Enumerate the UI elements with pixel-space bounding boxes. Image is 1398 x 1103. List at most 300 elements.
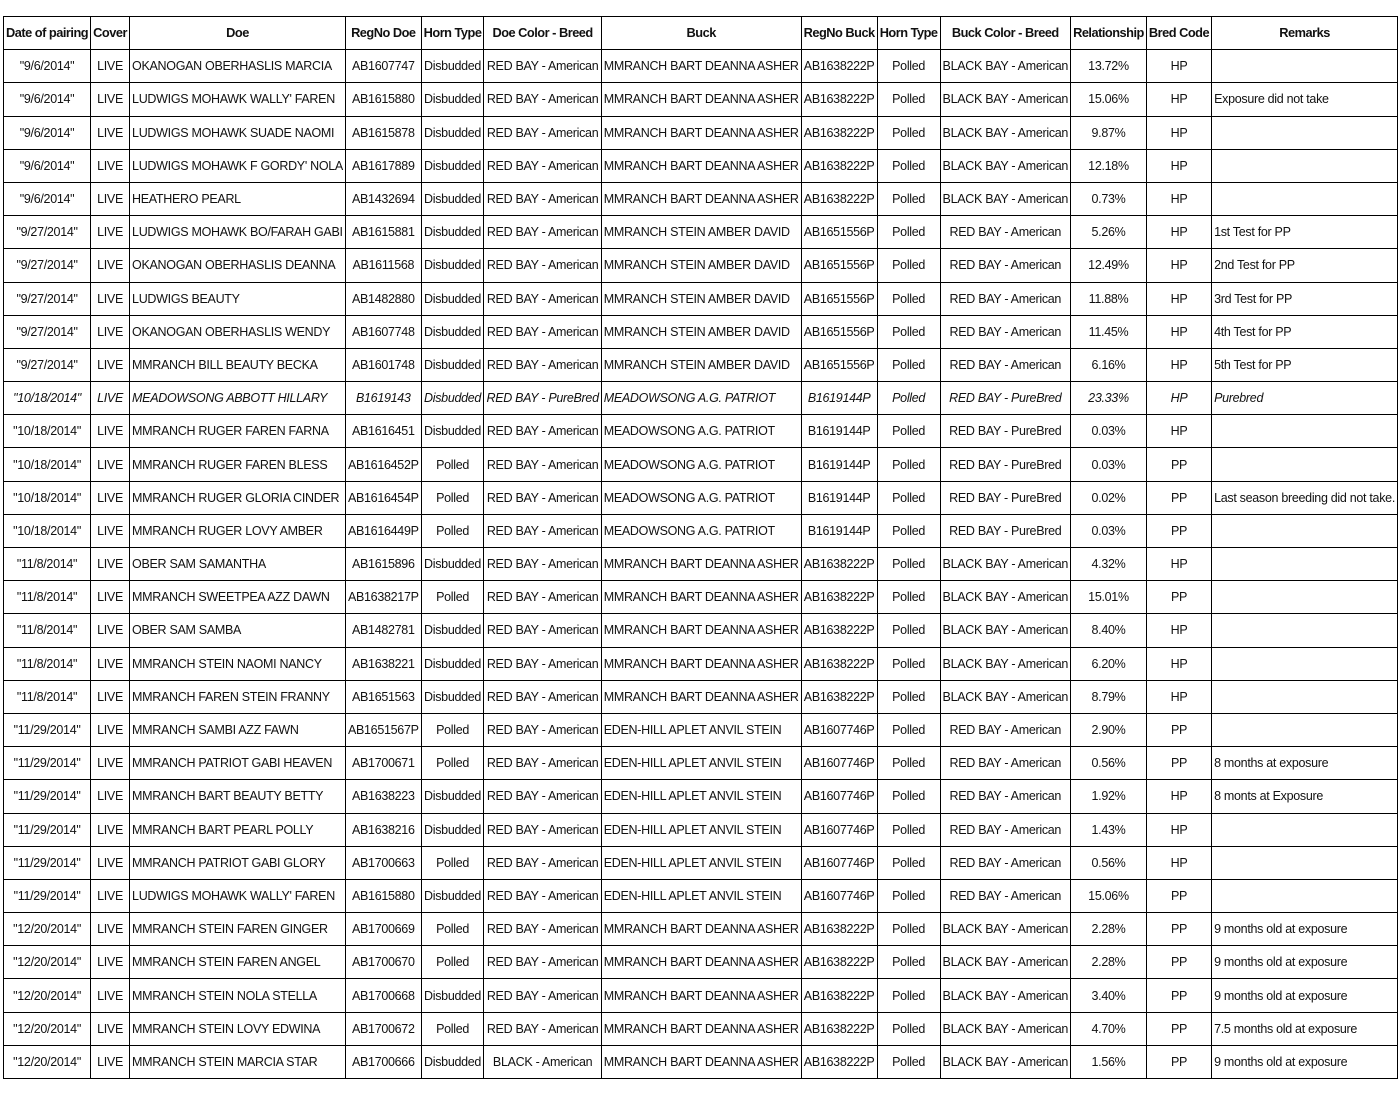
cell-buck-horn: Polled xyxy=(877,1012,940,1045)
cell-doe-color: RED BAY - American xyxy=(484,514,601,547)
cell-date: "9/27/2014" xyxy=(4,249,91,282)
cell-bred-code: HP xyxy=(1146,780,1211,813)
cell-buck-color: RED BAY - American xyxy=(940,249,1071,282)
table-row xyxy=(4,813,1398,846)
cell-cover: LIVE xyxy=(91,149,130,182)
table-row xyxy=(4,315,1398,348)
cell-buck: MMRANCH BART DEANNA ASHER xyxy=(601,548,801,581)
cell-doe-horn: Disbudded xyxy=(421,548,484,581)
cell-buck: MMRANCH BART DEANNA ASHER xyxy=(601,50,801,83)
cell-buck: MMRANCH STEIN AMBER DAVID xyxy=(601,249,801,282)
cell-doe-color: RED BAY - American xyxy=(484,813,601,846)
cell-relationship: 8.79% xyxy=(1071,680,1147,713)
cell-buck-color: BLACK BAY - American xyxy=(940,680,1071,713)
cell-doe-horn: Disbudded xyxy=(421,680,484,713)
cell-bred-code: PP xyxy=(1146,713,1211,746)
cell-date: "11/8/2014" xyxy=(4,548,91,581)
cell-doe-horn: Polled xyxy=(421,747,484,780)
cell-bred-code: HP xyxy=(1146,216,1211,249)
header-doe: Doe xyxy=(130,17,346,50)
cell-bred-code: HP xyxy=(1146,182,1211,215)
cell-buck-horn: Polled xyxy=(877,813,940,846)
cell-cover: LIVE xyxy=(91,249,130,282)
cell-bred-code: PP xyxy=(1146,448,1211,481)
cell-doe: LUDWIGS MOHAWK WALLY' FAREN xyxy=(130,879,346,912)
cell-buck-color: BLACK BAY - American xyxy=(940,83,1071,116)
cell-remarks: 9 months old at exposure xyxy=(1212,946,1398,979)
cell-regno-doe: AB1651563 xyxy=(345,680,421,713)
cell-doe-horn: Disbudded xyxy=(421,614,484,647)
header-regno-doe: RegNo Doe xyxy=(345,17,421,50)
cell-regno-doe: AB1615881 xyxy=(345,216,421,249)
cell-doe-color: RED BAY - American xyxy=(484,448,601,481)
cell-regno-doe: AB1617889 xyxy=(345,149,421,182)
cell-doe-color: RED BAY - American xyxy=(484,548,601,581)
cell-bred-code: HP xyxy=(1146,149,1211,182)
cell-relationship: 0.56% xyxy=(1071,747,1147,780)
cell-doe: OKANOGAN OBERHASLIS WENDY xyxy=(130,315,346,348)
cell-buck-horn: Polled xyxy=(877,680,940,713)
cell-buck-horn: Polled xyxy=(877,448,940,481)
cell-regno-doe: AB1700671 xyxy=(345,747,421,780)
cell-doe-color: RED BAY - American xyxy=(484,481,601,514)
cell-date: "9/6/2014" xyxy=(4,50,91,83)
cell-relationship: 9.87% xyxy=(1071,116,1147,149)
cell-date: "11/29/2014" xyxy=(4,713,91,746)
table-row xyxy=(4,913,1398,946)
cell-regno-doe: AB1616452P xyxy=(345,448,421,481)
cell-remarks: 9 months old at exposure xyxy=(1212,913,1398,946)
cell-regno-doe: AB1616454P xyxy=(345,481,421,514)
table-row xyxy=(4,216,1398,249)
cell-remarks xyxy=(1212,415,1398,448)
cell-buck-horn: Polled xyxy=(877,979,940,1012)
header-doe-color: Doe Color - Breed xyxy=(484,17,601,50)
cell-relationship: 15.01% xyxy=(1071,581,1147,614)
cell-buck: MMRANCH BART DEANNA ASHER xyxy=(601,680,801,713)
cell-doe: LUDWIGS MOHAWK WALLY' FAREN xyxy=(130,83,346,116)
cell-doe: MMRANCH FAREN STEIN FRANNY xyxy=(130,680,346,713)
cell-buck-color: BLACK BAY - American xyxy=(940,913,1071,946)
cell-buck-horn: Polled xyxy=(877,83,940,116)
cell-doe-horn: Disbudded xyxy=(421,249,484,282)
cell-relationship: 15.06% xyxy=(1071,83,1147,116)
cell-bred-code: HP xyxy=(1146,647,1211,680)
cell-doe-color: RED BAY - American xyxy=(484,614,601,647)
breeding-table xyxy=(3,16,1398,1079)
cell-bred-code: PP xyxy=(1146,1045,1211,1078)
cell-doe: OBER SAM SAMBA xyxy=(130,614,346,647)
cell-regno-buck: AB1638222P xyxy=(801,149,877,182)
header-relationship: Relationship xyxy=(1071,17,1147,50)
cell-buck-horn: Polled xyxy=(877,946,940,979)
cell-doe-horn: Disbudded xyxy=(421,813,484,846)
cell-regno-doe: AB1615878 xyxy=(345,116,421,149)
cell-buck-color: RED BAY - PureBred xyxy=(940,415,1071,448)
table-row xyxy=(4,846,1398,879)
cell-regno-doe: AB1638221 xyxy=(345,647,421,680)
cell-doe-horn: Disbudded xyxy=(421,83,484,116)
cell-doe-horn: Polled xyxy=(421,1012,484,1045)
cell-date: "12/20/2014" xyxy=(4,979,91,1012)
cell-doe-horn: Polled xyxy=(421,946,484,979)
cell-cover: LIVE xyxy=(91,713,130,746)
cell-buck-horn: Polled xyxy=(877,581,940,614)
cell-doe-color: RED BAY - American xyxy=(484,415,601,448)
cell-bred-code: HP xyxy=(1146,315,1211,348)
cell-regno-buck: AB1607746P xyxy=(801,879,877,912)
header-bred-code: Bred Code xyxy=(1146,17,1211,50)
cell-regno-doe: AB1615880 xyxy=(345,879,421,912)
cell-remarks: 9 months old at exposure xyxy=(1212,1045,1398,1078)
cell-doe: OKANOGAN OBERHASLIS MARCIA xyxy=(130,50,346,83)
cell-regno-doe: AB1607747 xyxy=(345,50,421,83)
cell-cover: LIVE xyxy=(91,481,130,514)
cell-doe-horn: Disbudded xyxy=(421,979,484,1012)
cell-regno-doe: AB1700669 xyxy=(345,913,421,946)
cell-doe-color: RED BAY - American xyxy=(484,1012,601,1045)
cell-cover: LIVE xyxy=(91,50,130,83)
table-row xyxy=(4,548,1398,581)
cell-date: "11/8/2014" xyxy=(4,581,91,614)
cell-doe: LUDWIGS MOHAWK BO/FARAH GABI xyxy=(130,216,346,249)
cell-buck-horn: Polled xyxy=(877,1045,940,1078)
table-row xyxy=(4,514,1398,547)
cell-bred-code: PP xyxy=(1146,879,1211,912)
cell-bred-code: PP xyxy=(1146,581,1211,614)
cell-cover: LIVE xyxy=(91,182,130,215)
cell-regno-buck: AB1607746P xyxy=(801,747,877,780)
cell-buck-horn: Polled xyxy=(877,182,940,215)
cell-buck-horn: Polled xyxy=(877,415,940,448)
cell-regno-buck: AB1651556P xyxy=(801,282,877,315)
cell-regno-buck: AB1638222P xyxy=(801,1045,877,1078)
cell-buck-horn: Polled xyxy=(877,548,940,581)
cell-doe: HEATHERO PEARL xyxy=(130,182,346,215)
cell-regno-buck: AB1638222P xyxy=(801,680,877,713)
cell-relationship: 0.03% xyxy=(1071,415,1147,448)
cell-date: "9/6/2014" xyxy=(4,116,91,149)
cell-date: "9/27/2014" xyxy=(4,348,91,381)
cell-bred-code: HP xyxy=(1146,50,1211,83)
cell-regno-buck: AB1638222P xyxy=(801,116,877,149)
cell-regno-doe: AB1700668 xyxy=(345,979,421,1012)
cell-relationship: 1.92% xyxy=(1071,780,1147,813)
cell-remarks xyxy=(1212,614,1398,647)
table-row xyxy=(4,348,1398,381)
cell-buck-horn: Polled xyxy=(877,846,940,879)
cell-doe: MMRANCH STEIN MARCIA STAR xyxy=(130,1045,346,1078)
cell-doe: LUDWIGS MOHAWK SUADE NAOMI xyxy=(130,116,346,149)
cell-doe-color: RED BAY - American xyxy=(484,216,601,249)
cell-date: "11/8/2014" xyxy=(4,647,91,680)
cell-buck-color: RED BAY - PureBred xyxy=(940,514,1071,547)
cell-relationship: 12.18% xyxy=(1071,149,1147,182)
cell-buck: MMRANCH STEIN AMBER DAVID xyxy=(601,348,801,381)
cell-buck-color: RED BAY - American xyxy=(940,879,1071,912)
cell-date: "11/29/2014" xyxy=(4,846,91,879)
cell-doe-horn: Disbudded xyxy=(421,382,484,415)
cell-cover: LIVE xyxy=(91,116,130,149)
cell-cover: LIVE xyxy=(91,913,130,946)
cell-remarks xyxy=(1212,713,1398,746)
cell-doe-color: RED BAY - American xyxy=(484,680,601,713)
cell-buck-horn: Polled xyxy=(877,216,940,249)
cell-buck-horn: Polled xyxy=(877,282,940,315)
cell-doe: MEADOWSONG ABBOTT HILLARY xyxy=(130,382,346,415)
cell-doe-color: RED BAY - American xyxy=(484,913,601,946)
cell-date: "11/29/2014" xyxy=(4,780,91,813)
cell-regno-buck: AB1651556P xyxy=(801,249,877,282)
cell-doe-color: RED BAY - American xyxy=(484,50,601,83)
header-cover: Cover xyxy=(91,17,130,50)
table-row xyxy=(4,647,1398,680)
table-row xyxy=(4,1012,1398,1045)
cell-buck: MMRANCH BART DEANNA ASHER xyxy=(601,83,801,116)
cell-doe-horn: Disbudded xyxy=(421,879,484,912)
cell-relationship: 4.32% xyxy=(1071,548,1147,581)
cell-doe-horn: Polled xyxy=(421,713,484,746)
cell-doe-color: RED BAY - American xyxy=(484,149,601,182)
cell-buck-horn: Polled xyxy=(877,348,940,381)
cell-buck: MMRANCH BART DEANNA ASHER xyxy=(601,647,801,680)
cell-relationship: 6.16% xyxy=(1071,348,1147,381)
cell-buck: MMRANCH BART DEANNA ASHER xyxy=(601,614,801,647)
table-row xyxy=(4,415,1398,448)
cell-bred-code: PP xyxy=(1146,747,1211,780)
cell-buck-color: RED BAY - American xyxy=(940,348,1071,381)
cell-bred-code: PP xyxy=(1146,913,1211,946)
cell-regno-buck: AB1638222P xyxy=(801,1012,877,1045)
cell-buck: MMRANCH BART DEANNA ASHER xyxy=(601,116,801,149)
cell-regno-doe: AB1482880 xyxy=(345,282,421,315)
cell-buck: MMRANCH STEIN AMBER DAVID xyxy=(601,216,801,249)
cell-doe-horn: Polled xyxy=(421,481,484,514)
cell-buck: EDEN-HILL APLET ANVIL STEIN xyxy=(601,879,801,912)
cell-cover: LIVE xyxy=(91,780,130,813)
cell-buck-color: RED BAY - PureBred xyxy=(940,382,1071,415)
cell-relationship: 0.03% xyxy=(1071,448,1147,481)
cell-relationship: 0.56% xyxy=(1071,846,1147,879)
cell-buck-color: BLACK BAY - American xyxy=(940,946,1071,979)
cell-regno-doe: AB1616449P xyxy=(345,514,421,547)
cell-buck: MEADOWSONG A.G. PATRIOT xyxy=(601,481,801,514)
cell-buck-horn: Polled xyxy=(877,647,940,680)
cell-doe: OKANOGAN OBERHASLIS DEANNA xyxy=(130,249,346,282)
cell-bred-code: HP xyxy=(1146,116,1211,149)
cell-relationship: 12.49% xyxy=(1071,249,1147,282)
cell-doe: MMRANCH RUGER GLORIA CINDER xyxy=(130,481,346,514)
cell-relationship: 1.56% xyxy=(1071,1045,1147,1078)
cell-doe-color: RED BAY - American xyxy=(484,780,601,813)
cell-date: "9/27/2014" xyxy=(4,315,91,348)
header-buck: Buck xyxy=(601,17,801,50)
cell-relationship: 13.72% xyxy=(1071,50,1147,83)
table-row xyxy=(4,481,1398,514)
cell-doe: MMRANCH STEIN NOLA STELLA xyxy=(130,979,346,1012)
cell-bred-code: HP xyxy=(1146,415,1211,448)
cell-remarks xyxy=(1212,680,1398,713)
cell-doe: MMRANCH BILL BEAUTY BECKA xyxy=(130,348,346,381)
cell-doe-color: RED BAY - American xyxy=(484,713,601,746)
cell-bred-code: PP xyxy=(1146,481,1211,514)
cell-doe-horn: Polled xyxy=(421,581,484,614)
cell-date: "9/6/2014" xyxy=(4,182,91,215)
cell-remarks xyxy=(1212,846,1398,879)
cell-relationship: 15.06% xyxy=(1071,879,1147,912)
cell-buck: MEADOWSONG A.G. PATRIOT xyxy=(601,382,801,415)
cell-doe-horn: Disbudded xyxy=(421,282,484,315)
table-row xyxy=(4,448,1398,481)
cell-remarks: Exposure did not take xyxy=(1212,83,1398,116)
cell-regno-buck: AB1638222P xyxy=(801,548,877,581)
cell-regno-buck: AB1607746P xyxy=(801,846,877,879)
cell-buck-horn: Polled xyxy=(877,315,940,348)
cell-doe: MMRANCH BART PEARL POLLY xyxy=(130,813,346,846)
cell-doe: MMRANCH RUGER LOVY AMBER xyxy=(130,514,346,547)
cell-buck-color: RED BAY - PureBred xyxy=(940,481,1071,514)
cell-cover: LIVE xyxy=(91,514,130,547)
table-row xyxy=(4,780,1398,813)
header-date: Date of pairing xyxy=(4,17,91,50)
cell-buck: EDEN-HILL APLET ANVIL STEIN xyxy=(601,846,801,879)
cell-buck-horn: Polled xyxy=(877,879,940,912)
table-row xyxy=(4,713,1398,746)
table-row xyxy=(4,581,1398,614)
cell-doe-color: RED BAY - American xyxy=(484,348,601,381)
cell-regno-buck: AB1607746P xyxy=(801,780,877,813)
cell-remarks xyxy=(1212,50,1398,83)
cell-bred-code: HP xyxy=(1146,548,1211,581)
cell-buck-color: BLACK BAY - American xyxy=(940,548,1071,581)
cell-cover: LIVE xyxy=(91,216,130,249)
cell-cover: LIVE xyxy=(91,647,130,680)
cell-relationship: 6.20% xyxy=(1071,647,1147,680)
cell-buck-color: RED BAY - American xyxy=(940,813,1071,846)
cell-regno-doe: AB1638223 xyxy=(345,780,421,813)
cell-buck-horn: Polled xyxy=(877,149,940,182)
cell-doe-color: RED BAY - American xyxy=(484,647,601,680)
cell-doe-horn: Polled xyxy=(421,448,484,481)
cell-remarks: 3rd Test for PP xyxy=(1212,282,1398,315)
cell-doe: MMRANCH BART BEAUTY BETTY xyxy=(130,780,346,813)
cell-buck-color: RED BAY - American xyxy=(940,216,1071,249)
cell-buck: MEADOWSONG A.G. PATRIOT xyxy=(601,415,801,448)
cell-buck: EDEN-HILL APLET ANVIL STEIN xyxy=(601,813,801,846)
cell-regno-buck: AB1638222P xyxy=(801,182,877,215)
table-row xyxy=(4,282,1398,315)
cell-buck-color: BLACK BAY - American xyxy=(940,979,1071,1012)
cell-buck-color: BLACK BAY - American xyxy=(940,647,1071,680)
table-row xyxy=(4,946,1398,979)
cell-date: "9/27/2014" xyxy=(4,282,91,315)
cell-doe-color: RED BAY - American xyxy=(484,282,601,315)
cell-buck: EDEN-HILL APLET ANVIL STEIN xyxy=(601,713,801,746)
cell-relationship: 5.26% xyxy=(1071,216,1147,249)
cell-bred-code: HP xyxy=(1146,83,1211,116)
cell-cover: LIVE xyxy=(91,614,130,647)
cell-doe-color: RED BAY - American xyxy=(484,946,601,979)
cell-date: "9/6/2014" xyxy=(4,149,91,182)
cell-regno-buck: AB1607746P xyxy=(801,813,877,846)
cell-relationship: 0.03% xyxy=(1071,514,1147,547)
cell-doe-color: RED BAY - American xyxy=(484,581,601,614)
cell-date: "9/6/2014" xyxy=(4,83,91,116)
cell-remarks xyxy=(1212,149,1398,182)
cell-doe: MMRANCH RUGER FAREN FARNA xyxy=(130,415,346,448)
cell-regno-buck: B1619144P xyxy=(801,382,877,415)
cell-date: "11/8/2014" xyxy=(4,680,91,713)
table-row xyxy=(4,979,1398,1012)
cell-remarks: 9 months old at exposure xyxy=(1212,979,1398,1012)
cell-cover: LIVE xyxy=(91,315,130,348)
cell-cover: LIVE xyxy=(91,348,130,381)
table-row xyxy=(4,382,1398,415)
cell-regno-buck: AB1638222P xyxy=(801,979,877,1012)
cell-cover: LIVE xyxy=(91,1045,130,1078)
cell-buck-color: BLACK BAY - American xyxy=(940,50,1071,83)
cell-bred-code: HP xyxy=(1146,813,1211,846)
cell-remarks: 8 monts at Exposure xyxy=(1212,780,1398,813)
cell-buck: MMRANCH BART DEANNA ASHER xyxy=(601,581,801,614)
cell-regno-buck: AB1638222P xyxy=(801,946,877,979)
cell-regno-buck: AB1651556P xyxy=(801,348,877,381)
cell-remarks: Last season breeding did not take. xyxy=(1212,481,1398,514)
cell-buck: MMRANCH STEIN AMBER DAVID xyxy=(601,315,801,348)
cell-regno-doe: AB1482781 xyxy=(345,614,421,647)
cell-date: "10/18/2014" xyxy=(4,514,91,547)
cell-cover: LIVE xyxy=(91,83,130,116)
cell-doe-horn: Polled xyxy=(421,846,484,879)
cell-bred-code: HP xyxy=(1146,348,1211,381)
cell-buck-color: BLACK BAY - American xyxy=(940,1012,1071,1045)
cell-cover: LIVE xyxy=(91,581,130,614)
cell-doe-horn: Polled xyxy=(421,913,484,946)
header-doe-horn: Horn Type xyxy=(421,17,484,50)
table-row xyxy=(4,614,1398,647)
cell-remarks: 7.5 months old at exposure xyxy=(1212,1012,1398,1045)
cell-cover: LIVE xyxy=(91,879,130,912)
cell-doe: MMRANCH SWEETPEA AZZ DAWN xyxy=(130,581,346,614)
cell-remarks: 1st Test for PP xyxy=(1212,216,1398,249)
header-remarks: Remarks xyxy=(1212,17,1398,50)
cell-remarks: Purebred xyxy=(1212,382,1398,415)
cell-bred-code: PP xyxy=(1146,514,1211,547)
cell-doe-horn: Disbudded xyxy=(421,116,484,149)
cell-doe: MMRANCH STEIN NAOMI NANCY xyxy=(130,647,346,680)
header-buck-color: Buck Color - Breed xyxy=(940,17,1071,50)
cell-regno-doe: B1619143 xyxy=(345,382,421,415)
cell-cover: LIVE xyxy=(91,1012,130,1045)
cell-regno-doe: AB1616451 xyxy=(345,415,421,448)
cell-doe-color: RED BAY - American xyxy=(484,249,601,282)
cell-regno-doe: AB1700666 xyxy=(345,1045,421,1078)
cell-relationship: 4.70% xyxy=(1071,1012,1147,1045)
cell-buck-color: RED BAY - American xyxy=(940,315,1071,348)
cell-buck-color: BLACK BAY - American xyxy=(940,1045,1071,1078)
cell-doe-color: RED BAY - American xyxy=(484,83,601,116)
cell-doe-color: RED BAY - PureBred xyxy=(484,382,601,415)
cell-date: "10/18/2014" xyxy=(4,481,91,514)
cell-relationship: 3.40% xyxy=(1071,979,1147,1012)
cell-relationship: 11.45% xyxy=(1071,315,1147,348)
cell-doe-color: RED BAY - American xyxy=(484,182,601,215)
cell-doe-color: BLACK - American xyxy=(484,1045,601,1078)
cell-bred-code: HP xyxy=(1146,614,1211,647)
cell-doe-color: RED BAY - American xyxy=(484,116,601,149)
cell-buck-color: RED BAY - PureBred xyxy=(940,448,1071,481)
cell-doe-horn: Disbudded xyxy=(421,182,484,215)
